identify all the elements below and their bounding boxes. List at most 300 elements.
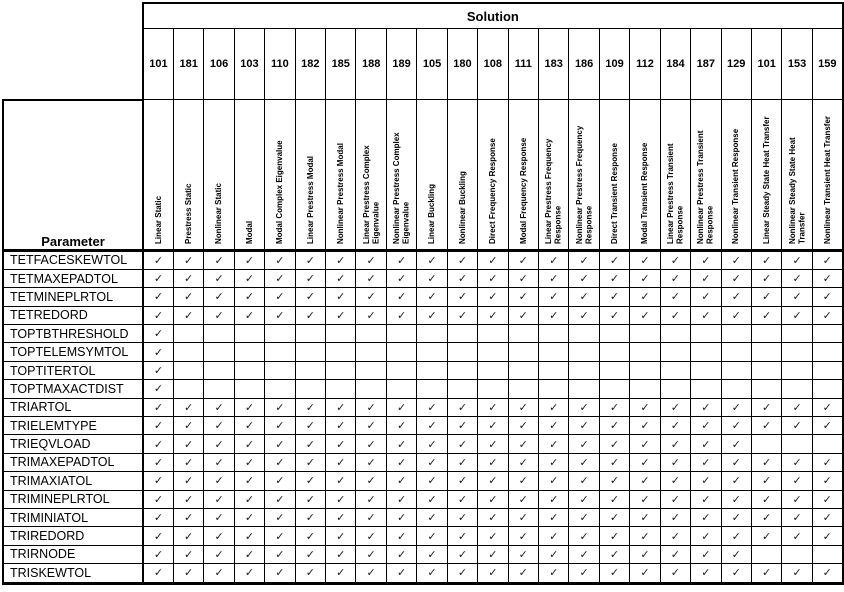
check-cell: ✓	[812, 453, 843, 471]
check-cell: ✓	[630, 453, 660, 471]
check-cell: ✓	[599, 508, 629, 526]
check-cell: ✓	[295, 269, 325, 287]
check-cell: ✓	[660, 472, 690, 490]
empty-cell	[265, 380, 295, 398]
solution-label: Nonlinear Prestress Modal	[335, 142, 345, 244]
solution-label: Linear Prestress Modal	[305, 155, 315, 244]
check-cell: ✓	[630, 269, 660, 287]
check-cell: ✓	[630, 288, 660, 306]
check-cell: ✓	[660, 435, 690, 453]
check-cell: ✓	[417, 564, 447, 583]
empty-cell	[295, 325, 325, 343]
check-cell: ✓	[447, 527, 477, 545]
empty-cell	[691, 361, 721, 379]
empty-cell	[599, 325, 629, 343]
check-cell: ✓	[538, 269, 568, 287]
empty-cell	[356, 325, 386, 343]
parameter-name: TETMINEPLRTOL	[3, 288, 143, 306]
check-cell: ✓	[386, 527, 416, 545]
empty-cell	[295, 361, 325, 379]
check-cell: ✓	[204, 545, 234, 563]
check-cell: ✓	[599, 472, 629, 490]
solution-code: 180	[447, 29, 477, 100]
empty-cell	[326, 380, 356, 398]
solution-label: Modal Complex Eigenvalue	[275, 139, 285, 244]
check-cell: ✓	[630, 472, 660, 490]
check-cell: ✓	[478, 417, 508, 435]
empty-cell	[751, 435, 781, 453]
check-cell: ✓	[386, 306, 416, 324]
solution-code: 101	[143, 29, 173, 100]
check-cell: ✓	[812, 527, 843, 545]
check-cell: ✓	[326, 508, 356, 526]
solution-label: Nonlinear Buckling	[457, 170, 467, 244]
check-cell: ✓	[751, 527, 781, 545]
check-cell: ✓	[751, 508, 781, 526]
solution-code: 111	[508, 29, 538, 100]
empty-cell	[295, 380, 325, 398]
table-row	[3, 269, 843, 287]
solution-parameter-table	[2, 2, 844, 585]
check-cell: ✓	[691, 306, 721, 324]
solution-label-cell	[265, 100, 295, 251]
empty-cell	[660, 325, 690, 343]
empty-cell	[660, 343, 690, 361]
check-cell: ✓	[508, 288, 538, 306]
empty-cell	[508, 325, 538, 343]
solution-label-cell	[508, 100, 538, 251]
check-cell: ✓	[295, 472, 325, 490]
check-cell: ✓	[721, 306, 751, 324]
empty-cell	[782, 343, 812, 361]
check-cell: ✓	[478, 398, 508, 416]
check-cell: ✓	[265, 564, 295, 583]
empty-cell	[234, 343, 264, 361]
empty-cell	[326, 325, 356, 343]
check-cell: ✓	[569, 435, 599, 453]
empty-cell	[356, 380, 386, 398]
check-cell: ✓	[143, 472, 173, 490]
check-cell: ✓	[691, 564, 721, 583]
parameter-name: TOPTMAXACTDIST	[3, 380, 143, 398]
check-cell: ✓	[417, 269, 447, 287]
corner-spacer	[3, 29, 143, 100]
solution-code: 110	[265, 29, 295, 100]
check-cell: ✓	[386, 545, 416, 563]
solution-label-cell	[234, 100, 264, 251]
check-cell: ✓	[508, 490, 538, 508]
check-cell: ✓	[599, 417, 629, 435]
check-cell: ✓	[538, 435, 568, 453]
check-cell: ✓	[265, 417, 295, 435]
check-cell: ✓	[326, 564, 356, 583]
solution-label-cell	[417, 100, 447, 251]
check-cell: ✓	[630, 545, 660, 563]
solution-header: Solution	[143, 3, 843, 29]
check-cell: ✓	[447, 490, 477, 508]
solution-label-cell	[204, 100, 234, 251]
empty-cell	[417, 361, 447, 379]
check-cell: ✓	[508, 250, 538, 269]
check-cell: ✓	[173, 250, 203, 269]
check-cell: ✓	[265, 269, 295, 287]
check-cell: ✓	[326, 398, 356, 416]
check-cell: ✓	[204, 306, 234, 324]
check-cell: ✓	[173, 564, 203, 583]
parameter-header: Parameter	[3, 100, 143, 251]
check-cell: ✓	[721, 250, 751, 269]
check-cell: ✓	[691, 435, 721, 453]
check-cell: ✓	[447, 453, 477, 471]
check-cell: ✓	[143, 269, 173, 287]
table-row	[3, 398, 843, 416]
solution-label-cell	[599, 100, 629, 251]
check-cell: ✓	[173, 527, 203, 545]
check-cell: ✓	[721, 527, 751, 545]
check-cell: ✓	[569, 472, 599, 490]
check-cell: ✓	[295, 564, 325, 583]
check-cell: ✓	[569, 269, 599, 287]
check-cell: ✓	[234, 564, 264, 583]
solution-code: 182	[295, 29, 325, 100]
check-cell: ✓	[417, 398, 447, 416]
check-cell: ✓	[356, 527, 386, 545]
solution-label: Nonlinear Prestress Complex Eigenvalue	[392, 131, 411, 244]
solution-label-cell	[538, 100, 568, 251]
check-cell: ✓	[234, 545, 264, 563]
check-cell: ✓	[630, 435, 660, 453]
check-cell: ✓	[386, 508, 416, 526]
check-cell: ✓	[691, 527, 721, 545]
empty-cell	[326, 343, 356, 361]
check-cell: ✓	[265, 398, 295, 416]
check-cell: ✓	[295, 398, 325, 416]
check-cell: ✓	[782, 398, 812, 416]
check-cell: ✓	[143, 435, 173, 453]
check-cell: ✓	[538, 472, 568, 490]
parameter-name: TRIELEMTYPE	[3, 417, 143, 435]
check-cell: ✓	[173, 435, 203, 453]
check-cell: ✓	[599, 306, 629, 324]
check-cell: ✓	[782, 472, 812, 490]
empty-cell	[630, 325, 660, 343]
check-cell: ✓	[660, 398, 690, 416]
check-cell: ✓	[812, 398, 843, 416]
empty-cell	[326, 361, 356, 379]
check-cell: ✓	[204, 453, 234, 471]
check-cell: ✓	[265, 490, 295, 508]
check-cell: ✓	[204, 288, 234, 306]
solution-code: 129	[721, 29, 751, 100]
empty-cell	[173, 380, 203, 398]
solution-label: Linear Steady State Heat Transfer	[761, 115, 771, 244]
empty-cell	[782, 435, 812, 453]
check-cell: ✓	[751, 417, 781, 435]
table-row	[3, 545, 843, 563]
check-cell: ✓	[143, 325, 173, 343]
check-cell: ✓	[691, 417, 721, 435]
check-cell: ✓	[417, 417, 447, 435]
check-cell: ✓	[295, 453, 325, 471]
check-cell: ✓	[538, 564, 568, 583]
empty-cell	[751, 343, 781, 361]
empty-cell	[751, 545, 781, 563]
check-cell: ✓	[356, 508, 386, 526]
empty-cell	[538, 343, 568, 361]
check-cell: ✓	[721, 564, 751, 583]
check-cell: ✓	[569, 288, 599, 306]
empty-cell	[782, 325, 812, 343]
check-cell: ✓	[569, 417, 599, 435]
check-cell: ✓	[721, 490, 751, 508]
check-cell: ✓	[812, 472, 843, 490]
check-cell: ✓	[234, 288, 264, 306]
check-cell: ✓	[782, 269, 812, 287]
check-cell: ✓	[538, 306, 568, 324]
check-cell: ✓	[508, 472, 538, 490]
check-cell: ✓	[751, 306, 781, 324]
check-cell: ✓	[812, 490, 843, 508]
check-cell: ✓	[538, 508, 568, 526]
empty-cell	[234, 380, 264, 398]
solution-code: 112	[630, 29, 660, 100]
parameter-name: TRIEQVLOAD	[3, 435, 143, 453]
check-cell: ✓	[386, 288, 416, 306]
check-cell: ✓	[508, 306, 538, 324]
parameter-name: TOPTELEMSYMTOL	[3, 343, 143, 361]
parameter-name: TRIMAXEPADTOL	[3, 453, 143, 471]
parameter-name: TRIARTOL	[3, 398, 143, 416]
check-cell: ✓	[478, 545, 508, 563]
empty-cell	[538, 325, 568, 343]
parameter-name: TRIMAXIATOL	[3, 472, 143, 490]
empty-cell	[538, 361, 568, 379]
check-cell: ✓	[721, 453, 751, 471]
check-cell: ✓	[508, 398, 538, 416]
check-cell: ✓	[143, 361, 173, 379]
check-cell: ✓	[386, 398, 416, 416]
parameter-name: TETREDORD	[3, 306, 143, 324]
check-cell: ✓	[356, 435, 386, 453]
check-cell: ✓	[447, 306, 477, 324]
empty-cell	[812, 361, 843, 379]
check-cell: ✓	[386, 269, 416, 287]
empty-cell	[447, 361, 477, 379]
check-cell: ✓	[691, 250, 721, 269]
solution-label-cell	[569, 100, 599, 251]
check-cell: ✓	[751, 564, 781, 583]
empty-cell	[508, 343, 538, 361]
check-cell: ✓	[751, 490, 781, 508]
check-cell: ✓	[356, 250, 386, 269]
check-cell: ✓	[204, 250, 234, 269]
check-cell: ✓	[143, 508, 173, 526]
solution-label: Prestress Static	[183, 183, 193, 244]
check-cell: ✓	[417, 250, 447, 269]
check-cell: ✓	[295, 417, 325, 435]
empty-cell	[782, 380, 812, 398]
check-cell: ✓	[447, 508, 477, 526]
check-cell: ✓	[721, 545, 751, 563]
check-cell: ✓	[599, 564, 629, 583]
parameter-name: TETFACESKEWTOL	[3, 250, 143, 269]
check-cell: ✓	[326, 472, 356, 490]
check-cell: ✓	[599, 398, 629, 416]
check-cell: ✓	[447, 269, 477, 287]
check-cell: ✓	[660, 564, 690, 583]
check-cell: ✓	[143, 306, 173, 324]
check-cell: ✓	[265, 472, 295, 490]
empty-cell	[721, 325, 751, 343]
check-cell: ✓	[812, 417, 843, 435]
check-cell: ✓	[782, 250, 812, 269]
check-cell: ✓	[386, 435, 416, 453]
solution-label: Nonlinear Prestress Transient Response	[696, 130, 715, 244]
check-cell: ✓	[143, 417, 173, 435]
solution-code: 189	[386, 29, 416, 100]
check-cell: ✓	[751, 453, 781, 471]
check-cell: ✓	[660, 490, 690, 508]
empty-cell	[660, 380, 690, 398]
check-cell: ✓	[630, 527, 660, 545]
check-cell: ✓	[326, 306, 356, 324]
solution-label-cell	[356, 100, 386, 251]
check-cell: ✓	[326, 435, 356, 453]
check-cell: ✓	[812, 564, 843, 583]
empty-cell	[569, 343, 599, 361]
solution-label-cell	[326, 100, 356, 251]
parameter-name: TRIMINIATOL	[3, 508, 143, 526]
empty-cell	[721, 343, 751, 361]
check-cell: ✓	[417, 435, 447, 453]
check-cell: ✓	[234, 435, 264, 453]
check-cell: ✓	[751, 250, 781, 269]
empty-cell	[630, 343, 660, 361]
empty-cell	[386, 343, 416, 361]
check-cell: ✓	[599, 453, 629, 471]
empty-cell	[265, 343, 295, 361]
check-cell: ✓	[234, 472, 264, 490]
check-cell: ✓	[691, 472, 721, 490]
empty-cell	[812, 343, 843, 361]
check-cell: ✓	[265, 508, 295, 526]
check-cell: ✓	[173, 306, 203, 324]
solution-label-cell	[691, 100, 721, 251]
parameter-name: TRIREDORD	[3, 527, 143, 545]
check-cell: ✓	[386, 417, 416, 435]
empty-cell	[204, 325, 234, 343]
check-cell: ✓	[265, 545, 295, 563]
check-cell: ✓	[143, 343, 173, 361]
solution-label: Linear Static	[153, 195, 163, 244]
check-cell: ✓	[569, 545, 599, 563]
check-cell: ✓	[173, 508, 203, 526]
check-cell: ✓	[782, 453, 812, 471]
check-cell: ✓	[143, 398, 173, 416]
empty-cell	[599, 361, 629, 379]
check-cell: ✓	[295, 490, 325, 508]
empty-cell	[630, 361, 660, 379]
check-cell: ✓	[356, 417, 386, 435]
check-cell: ✓	[204, 564, 234, 583]
check-cell: ✓	[234, 306, 264, 324]
solution-code: 188	[356, 29, 386, 100]
check-cell: ✓	[326, 250, 356, 269]
check-cell: ✓	[508, 435, 538, 453]
corner-spacer	[3, 3, 143, 29]
solution-label: Linear Buckling	[427, 183, 437, 244]
check-cell: ✓	[569, 490, 599, 508]
check-cell: ✓	[204, 527, 234, 545]
check-cell: ✓	[295, 545, 325, 563]
empty-cell	[447, 325, 477, 343]
check-cell: ✓	[538, 288, 568, 306]
check-cell: ✓	[143, 380, 173, 398]
solution-codes-row	[3, 29, 843, 100]
check-cell: ✓	[173, 545, 203, 563]
check-cell: ✓	[569, 453, 599, 471]
empty-cell	[447, 380, 477, 398]
check-cell: ✓	[508, 508, 538, 526]
empty-cell	[417, 325, 447, 343]
check-cell: ✓	[538, 545, 568, 563]
empty-cell	[417, 380, 447, 398]
check-cell: ✓	[599, 288, 629, 306]
empty-cell	[751, 380, 781, 398]
solution-label: Direct Transient Response	[609, 142, 619, 244]
solution-label: Nonlinear Prestress Frequency Response	[574, 125, 594, 244]
empty-cell	[569, 325, 599, 343]
empty-cell	[478, 343, 508, 361]
check-cell: ✓	[326, 417, 356, 435]
check-cell: ✓	[630, 490, 660, 508]
check-cell: ✓	[569, 564, 599, 583]
solution-label-cell	[751, 100, 781, 251]
check-cell: ✓	[447, 472, 477, 490]
table-row	[3, 380, 843, 398]
check-cell: ✓	[660, 306, 690, 324]
check-cell: ✓	[508, 564, 538, 583]
check-cell: ✓	[478, 472, 508, 490]
check-cell: ✓	[326, 527, 356, 545]
check-cell: ✓	[569, 527, 599, 545]
check-cell: ✓	[721, 435, 751, 453]
check-cell: ✓	[812, 269, 843, 287]
check-cell: ✓	[660, 250, 690, 269]
empty-cell	[721, 380, 751, 398]
empty-cell	[295, 343, 325, 361]
check-cell: ✓	[265, 288, 295, 306]
solution-label: Direct Frequency Response	[488, 137, 498, 244]
check-cell: ✓	[569, 398, 599, 416]
table-row	[3, 490, 843, 508]
check-cell: ✓	[569, 306, 599, 324]
parameter-name: TRISKEWTOL	[3, 564, 143, 583]
empty-cell	[691, 325, 721, 343]
check-cell: ✓	[691, 490, 721, 508]
empty-cell	[234, 325, 264, 343]
check-cell: ✓	[691, 269, 721, 287]
check-cell: ✓	[630, 564, 660, 583]
solution-label-cell	[386, 100, 416, 251]
empty-cell	[204, 380, 234, 398]
check-cell: ✓	[173, 417, 203, 435]
solution-code: 187	[691, 29, 721, 100]
check-cell: ✓	[721, 269, 751, 287]
solution-label-cell	[721, 100, 751, 251]
check-cell: ✓	[295, 527, 325, 545]
solution-code: 101	[751, 29, 781, 100]
